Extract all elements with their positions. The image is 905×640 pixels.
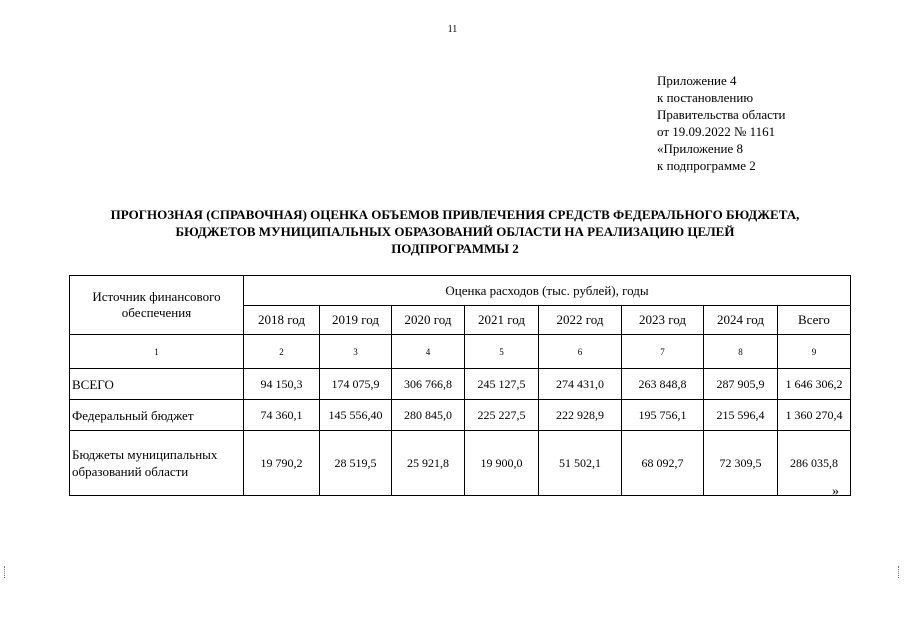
year-header: 2018 год <box>244 306 320 335</box>
row-label: ВСЕГО <box>70 369 244 400</box>
appendix-line: Правительства области <box>657 107 786 122</box>
budget-table <box>69 275 851 496</box>
table-cell: 274 431,0 <box>539 369 622 400</box>
column-number: 5 <box>465 335 539 369</box>
table-cell: 1 646 306,2 <box>778 369 851 400</box>
appendix-line: от 19.09.2022 № 1161 <box>657 124 776 139</box>
table-cell: 94 150,3 <box>244 369 320 400</box>
column-number: 4 <box>392 335 465 369</box>
title-line: БЮДЖЕТОВ МУНИЦИПАЛЬНЫХ ОБРАЗОВАНИЙ ОБЛАСТИ НА РЕАЛИЗАЦИЮ ЦЕЛЕЙ <box>175 224 735 239</box>
column-number: 6 <box>539 335 622 369</box>
table-cell: 174 075,9 <box>320 369 392 400</box>
estimate-header: Оценка расходов (тыс. рублей), годы <box>244 276 851 306</box>
header-row <box>70 276 851 306</box>
table-cell: 287 905,9 <box>704 369 778 400</box>
page-number: 11 <box>447 24 458 35</box>
scan-edge-mark <box>898 566 901 578</box>
source-header: Источник финансового обеспечения <box>70 276 244 335</box>
column-number: 9 <box>778 335 851 369</box>
table-cell: 215 596,4 <box>704 400 778 431</box>
column-number: 3 <box>320 335 392 369</box>
table-cell: 225 227,5 <box>465 400 539 431</box>
table-cell: 286 035,8 <box>778 431 851 496</box>
title-line: ПОДПРОГРАММЫ 2 <box>391 241 519 256</box>
year-header: 2019 год <box>320 306 392 335</box>
table-cell: 306 766,8 <box>392 369 465 400</box>
table-cell: 68 092,7 <box>622 431 704 496</box>
table-cell: 245 127,5 <box>465 369 539 400</box>
table-cell: 195 756,1 <box>622 400 704 431</box>
appendix-line: «Приложение 8 <box>657 141 744 156</box>
table-cell: 19 790,2 <box>244 431 320 496</box>
year-header: 2021 год <box>465 306 539 335</box>
appendix-line: к подпрограмме 2 <box>657 158 756 173</box>
title-line: ПРОГНОЗНАЯ (СПРАВОЧНАЯ) ОЦЕНКА ОБЪЕМОВ ПРИВЛЕЧЕНИЯ СРЕДСТВ ФЕДЕРАЛЬНОГО БЮДЖЕТА, <box>110 207 800 222</box>
table-cell: 1 360 270,4 <box>778 400 851 431</box>
appendix-block <box>657 72 786 174</box>
row-label: Федеральный бюджет <box>70 400 244 431</box>
table-cell: 145 556,40 <box>320 400 392 431</box>
table-cell: 263 848,8 <box>622 369 704 400</box>
table-cell: 74 360,1 <box>244 400 320 431</box>
column-number: 7 <box>622 335 704 369</box>
table-row-total <box>70 369 851 400</box>
table-row-municipal <box>70 431 851 496</box>
scan-edge-mark <box>4 566 7 578</box>
column-number: 2 <box>244 335 320 369</box>
appendix-line: к постановлению <box>657 90 754 105</box>
table-cell: 25 921,8 <box>392 431 465 496</box>
column-number-row <box>70 335 851 369</box>
table-cell: 28 519,5 <box>320 431 392 496</box>
closing-quote: » <box>832 484 839 499</box>
table-cell: 19 900,0 <box>465 431 539 496</box>
table-cell: 72 309,5 <box>704 431 778 496</box>
column-number: 1 <box>70 335 244 369</box>
table-cell: 51 502,1 <box>539 431 622 496</box>
table-cell: 280 845,0 <box>392 400 465 431</box>
year-header: 2022 год <box>539 306 622 335</box>
total-header: Всего <box>778 306 851 335</box>
document-title <box>40 206 870 257</box>
table-row-federal <box>70 400 851 431</box>
appendix-line: Приложение 4 <box>657 73 737 88</box>
year-header: 2023 год <box>622 306 704 335</box>
year-header: 2020 год <box>392 306 465 335</box>
column-number: 8 <box>704 335 778 369</box>
row-label: Бюджеты муниципальных образований области <box>70 431 244 496</box>
table-cell: 222 928,9 <box>539 400 622 431</box>
year-header: 2024 год <box>704 306 778 335</box>
